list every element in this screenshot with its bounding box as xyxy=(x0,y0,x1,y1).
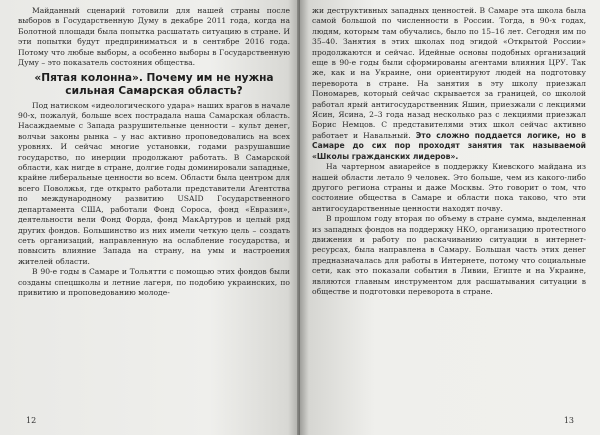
left-paragraph-2: Под натиском «идеологического удара» наших врагов в начале 90-х, пожалуй, больше всех пострадала наша Самарская область. Насаждаемые с Запада разрушительные ценности – культ денег, волчьи законы рынка – у нас активно проповедовались на всех уровнях. И сейчас многие установки, годами разрушавшие государство, по инерции продолжают работать. В Самарской области, как нигде в стране, долгие годы доминировали западные, крайне либеральные ценности во всем. Области была центром для всего Поволжья, где открыто работали представители Агентства по международному развитию USAID Государственного департамента США, работали Фонд Сороса, фонд «Евразия», деятельности вели Фонд Форда, фонд МакАртуров и целый ряд других фондов. Большинство из них имели четкую цель – создать сеть организаций, направленную на ослабление государства, и повысить влияние Запада на страну, на умы и настроения жителей области. xyxy=(18,100,290,266)
left-paragraph-1: Майданный сценарий готовили для нашей страны после выборов в Государственную Думу в декабре 2011 года, когда на Болотной площади была попытка расшатать ситуацию в стране. И эти попытки будут предприниматься и в сентябре 2016 года. Потому что любые выборы, а особенно выборы в Государственную Думу – это показатель состояния общества. xyxy=(18,6,290,68)
right-paragraph-1-bold: Это сложно поддается логике, но в Самаре до сих пор проходят занятия так называемой «Школы гражданских лидеров». xyxy=(312,130,586,161)
page-number-right: 13 xyxy=(563,416,574,425)
right-page xyxy=(300,0,600,435)
page-number-left: 12 xyxy=(26,416,37,425)
right-paragraph-3: В прошлом году вторая по объему в стране сумма, выделенная из западных фондов на поддержку НКО, организацию протестного движения и работу по раскачиванию ситуации в интернет-ресурсах, была направлена в Самару. Большая часть этих денег предназначалась для работы в Интернете, потому что социальные сети, как это показали события в Ливии, Египте и на Украине, являются главным инструментом для расшатывания ситуации в обществе и подготовки переворота в стране. xyxy=(312,214,586,296)
section-heading: «Пятая колонна». Почему им не нужна сильная Самарская область? xyxy=(34,72,274,98)
left-paragraph-3: В 90-е годы в Самаре и Тольятти с помощью этих фондов были созданы спецшколы и летние лагеря, по подобию украинских, по привитию и проповедованию молоде- xyxy=(18,267,290,297)
right-paragraph-2: На чартерном авиарейсе в поддержку Киевского майдана из нашей области летало 9 человек. Это больше, чем из какого-либо другого региона страны и даже Москвы. Это говорит о том, что состояние общества в Самаре и области пока таково, что эти антигосударственные ценности находят почву. xyxy=(312,162,586,213)
right-paragraph-1 xyxy=(312,6,586,162)
right-paragraph-1-text: жи деструктивных западных ценностей. В Самаре эта школа была самой большой по численности в России. Тогда, в 90-х годах, людям, которым там обучались, было по 15–16 лет. Сегодня им по 35–40. Занятия в этих школах под эгидой «Открытой России» продолжаются и сейчас. Идейные основы подобных организаций еще в 90-е годы были сформированы агентами влияния ЦРУ. Так же, как и на Украине, они ориентируют людей на подготовку переворота в стране. На занятия в эту школу приезжал Пономарев, который сейчас скрывается за границей, со школой работал ярый антигосударственник Яшин, приезжали с лекциями Ясин, Ясина, 2–3 года назад несколько раз с лекциями приезжал Борис Немцов. С представителями этих школ сейчас активно работает и Навальный. xyxy=(312,6,586,140)
